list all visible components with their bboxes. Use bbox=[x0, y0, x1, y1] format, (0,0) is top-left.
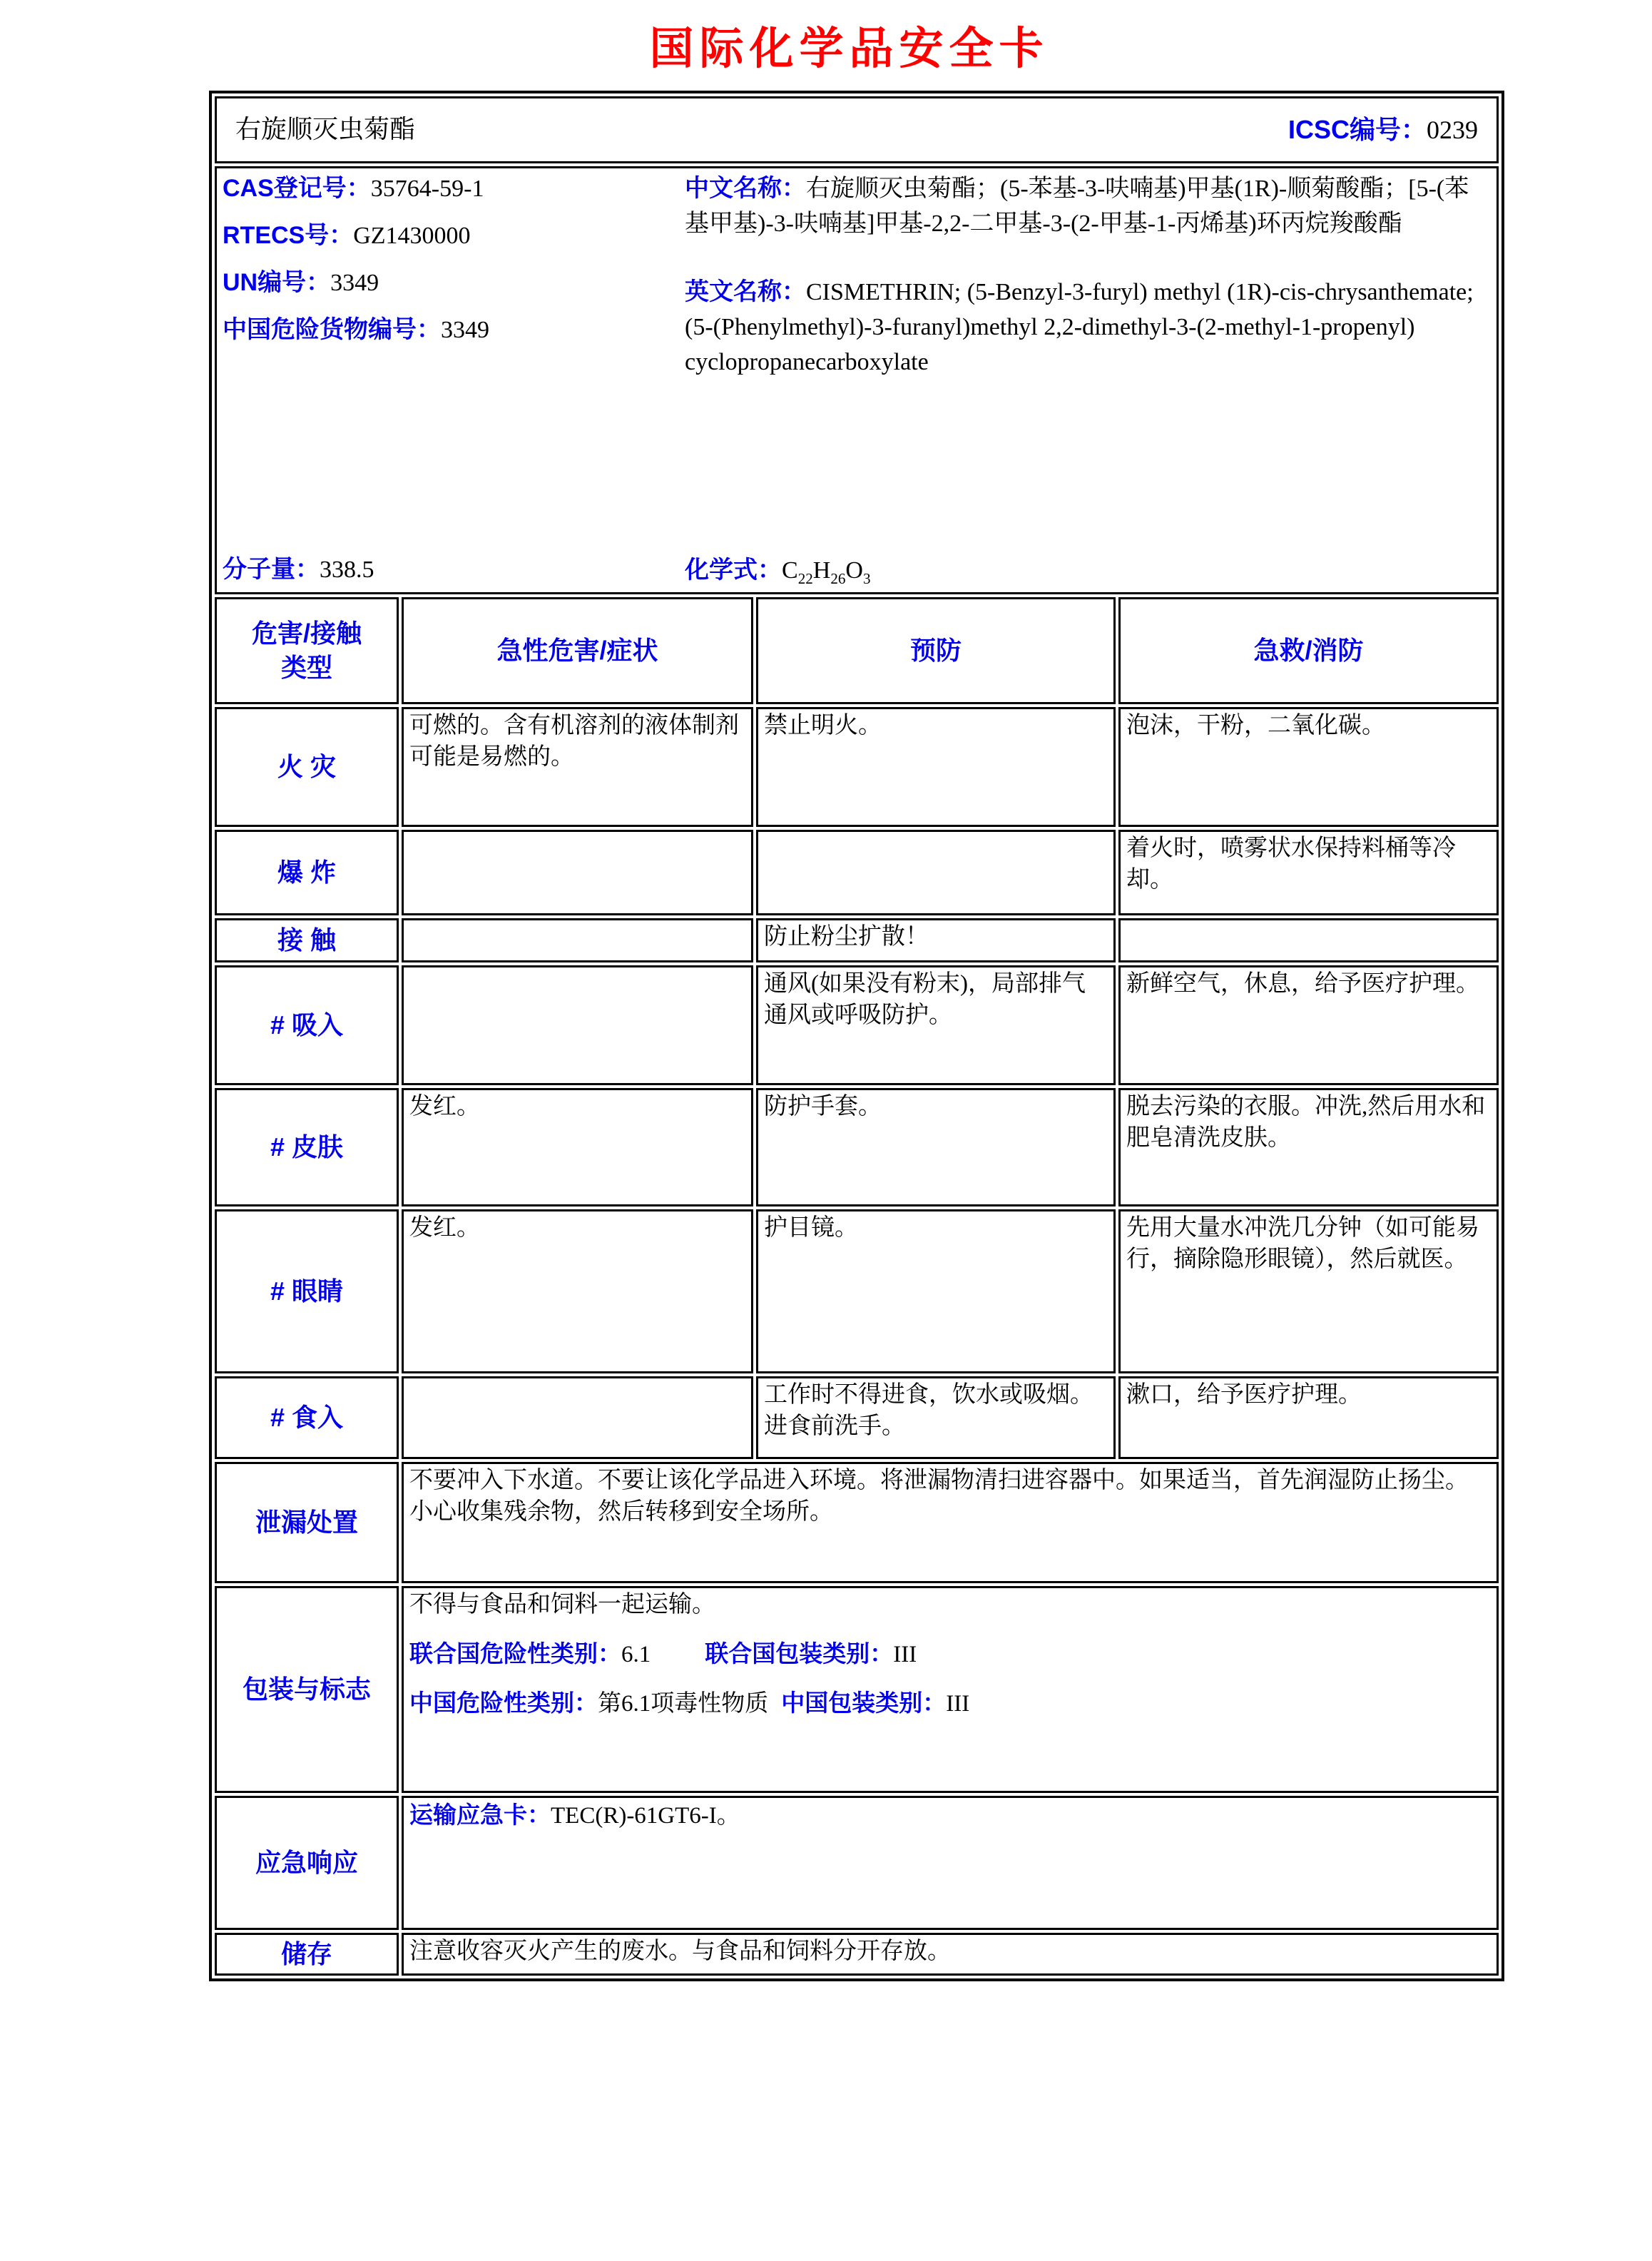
card-title-cell bbox=[215, 96, 1499, 163]
header-prevention: 预防 bbox=[756, 597, 1116, 704]
chinese-name-value: 右旋顺灭虫菊酯；(5-苯基-3-呋喃基)甲基(1R)-顺菊酸酯；[5-(苯基甲基)-3-呋喃基]甲基-2,2-二甲基-3-(2-甲基-1-丙烯基)环丙烷羧酸酯 bbox=[685, 176, 1469, 238]
chemical-formula-line bbox=[685, 554, 1491, 589]
contact-label: 接 触 bbox=[215, 918, 399, 962]
rtecs-number-label: RTECS号： bbox=[223, 221, 354, 249]
eyes-symptom: 发红。 bbox=[402, 1209, 753, 1373]
eyes-prevention: 护目镜。 bbox=[756, 1209, 1116, 1373]
inhalation-label: # 吸入 bbox=[215, 965, 399, 1085]
cn-classification-line bbox=[409, 1687, 1491, 1720]
spillage-label: 泄漏处置 bbox=[215, 1462, 399, 1583]
skin-response: 脱去污染的衣服。冲洗,然后用水和肥皂清洗皮肤。 bbox=[1118, 1088, 1499, 1206]
inhalation-prevention: 通风(如果没有粉末)，局部排气通风或呼吸防护。 bbox=[756, 965, 1116, 1085]
cas-number-line bbox=[223, 173, 685, 205]
emergency-response-row bbox=[215, 1796, 1499, 1930]
icsc-number-value: 0239 bbox=[1427, 115, 1479, 144]
emergency-response-cell bbox=[402, 1796, 1499, 1930]
chemical-formula-value: $C_{22}H_{26}O_3$ bbox=[782, 557, 871, 588]
skin-prevention: 防护手套。 bbox=[756, 1088, 1116, 1206]
ingestion-symptom bbox=[402, 1376, 753, 1459]
english-name-value: CISMETHRIN; (5-Benzyl-3-furyl) methyl (1R)-cis-chrysanthemate; (5-(Phenylmethyl)-3-furanyl)methyl 2,2-dimethyl-3-(2-methyl-1-propenyl) cyclopropanecarboxylate bbox=[685, 278, 1474, 376]
skin-row bbox=[215, 1088, 1499, 1206]
fire-label: 火 灾 bbox=[215, 707, 399, 827]
packaging-cell bbox=[402, 1586, 1499, 1793]
header-acute-hazards: 急性危害/症状 bbox=[402, 597, 753, 704]
chemical-formula-label: 化学式： bbox=[685, 557, 782, 584]
inhalation-response: 新鲜空气，休息，给予医疗护理。 bbox=[1118, 965, 1499, 1085]
cn-dangerous-goods-line bbox=[223, 314, 685, 347]
molecular-weight-line bbox=[223, 554, 685, 586]
contact-prevention: 防止粉尘扩散！ bbox=[756, 918, 1116, 962]
skin-symptom: 发红。 bbox=[402, 1088, 753, 1206]
names-column bbox=[685, 170, 1491, 591]
rtecs-number-line bbox=[223, 220, 685, 253]
contact-row bbox=[215, 918, 1499, 962]
skin-label: # 皮肤 bbox=[215, 1088, 399, 1206]
cn-dangerous-goods-label: 中国危险货物编号： bbox=[223, 315, 441, 343]
un-classification-line bbox=[409, 1638, 1491, 1671]
explosion-label: 爆 炸 bbox=[215, 830, 399, 915]
english-name-block bbox=[685, 275, 1491, 380]
un-number-line bbox=[223, 267, 685, 300]
cn-dangerous-goods-value: 3349 bbox=[441, 316, 489, 343]
emergency-response-label: 应急响应 bbox=[215, 1796, 399, 1930]
inhalation-row bbox=[215, 965, 1499, 1085]
molecular-weight-label: 分子量： bbox=[223, 556, 320, 584]
ingestion-response: 漱口，给予医疗护理。 bbox=[1118, 1376, 1499, 1459]
storage-label: 储存 bbox=[215, 1933, 399, 1976]
page-title: 国际化学品安全卡 bbox=[649, 22, 1049, 74]
chemical-name: 右旋顺灭虫菊酯 bbox=[235, 115, 416, 144]
spillage-text: 不要冲入下水道。不要让该化学品进入环境。将泄漏物清扫进容器中。如果适当，首先润湿防止扬尘。小心收集残余物，然后转移到安全场所。 bbox=[402, 1462, 1499, 1583]
english-name-label: 英文名称： bbox=[685, 278, 806, 305]
un-hazard-class: 联合国危险性类别：6.1 bbox=[409, 1640, 651, 1667]
icsc-number bbox=[1288, 113, 1478, 148]
rtecs-number-value: GZ1430000 bbox=[353, 222, 471, 249]
fire-symptom: 可燃的。含有机溶剂的液体制剂可能是易燃的。 bbox=[402, 707, 753, 827]
header-first-aid: 急救/消防 bbox=[1118, 597, 1499, 704]
spillage-row bbox=[215, 1462, 1499, 1583]
storage-text: 注意收容灭火产生的废水。与食品和饲料分开存放。 bbox=[402, 1933, 1499, 1976]
explosion-response: 着火时，喷雾状水保持料桶等冷却。 bbox=[1118, 830, 1499, 915]
chinese-name-block bbox=[685, 171, 1491, 242]
ingestion-label: # 食入 bbox=[215, 1376, 399, 1459]
packaging-row bbox=[215, 1586, 1499, 1793]
identifiers-row bbox=[215, 166, 1499, 594]
chinese-name-label: 中文名称： bbox=[685, 175, 806, 202]
explosion-row bbox=[215, 830, 1499, 915]
icsc-card-table bbox=[209, 91, 1504, 1981]
icsc-number-label: ICSC编号： bbox=[1288, 114, 1427, 144]
transport-emergency-card-label: 运输应急卡： bbox=[409, 1802, 551, 1828]
fire-response: 泡沫，干粉，二氧化碳。 bbox=[1118, 707, 1499, 827]
cn-hazard-class: 中国危险性类别：第6.1项毒性物质 bbox=[409, 1690, 769, 1717]
hazard-table-header-row bbox=[215, 597, 1499, 704]
eyes-response: 先用大量水冲洗几分钟（如可能易行，摘除隐形眼镜），然后就医。 bbox=[1118, 1209, 1499, 1373]
inhalation-symptom bbox=[402, 965, 753, 1085]
contact-symptom bbox=[402, 918, 753, 962]
molecular-weight-value: 338.5 bbox=[320, 557, 374, 584]
cas-number-label: CAS登记号： bbox=[223, 175, 371, 202]
explosion-symptom bbox=[402, 830, 753, 915]
fire-row bbox=[215, 707, 1499, 827]
header-hazard-type: 危害/接触 类型 bbox=[215, 597, 399, 704]
ingestion-row bbox=[215, 1376, 1499, 1459]
card-title-row bbox=[215, 96, 1499, 163]
un-packing-group: 联合国包装类别：III bbox=[705, 1640, 917, 1667]
explosion-prevention bbox=[756, 830, 1116, 915]
un-number-label: UN编号： bbox=[223, 268, 331, 296]
contact-response bbox=[1118, 918, 1499, 962]
eyes-row bbox=[215, 1209, 1499, 1373]
un-number-value: 3349 bbox=[330, 269, 379, 296]
fire-prevention: 禁止明火。 bbox=[756, 707, 1116, 827]
cn-packing-group: 中国包装类别：III bbox=[781, 1690, 970, 1717]
packaging-label: 包装与标志 bbox=[215, 1586, 399, 1793]
registry-ids-column bbox=[223, 170, 685, 591]
packaging-transport-note: 不得与食品和饲料一起运输。 bbox=[409, 1592, 715, 1617]
identifiers-cell bbox=[215, 166, 1499, 594]
storage-row bbox=[215, 1933, 1499, 1976]
eyes-label: # 眼睛 bbox=[215, 1209, 399, 1373]
cas-number-value: 35764-59-1 bbox=[370, 176, 484, 202]
transport-emergency-card-value: TEC(R)-61GT6-I。 bbox=[551, 1803, 740, 1829]
ingestion-prevention: 工作时不得进食，饮水或吸烟。进食前洗手。 bbox=[756, 1376, 1116, 1459]
